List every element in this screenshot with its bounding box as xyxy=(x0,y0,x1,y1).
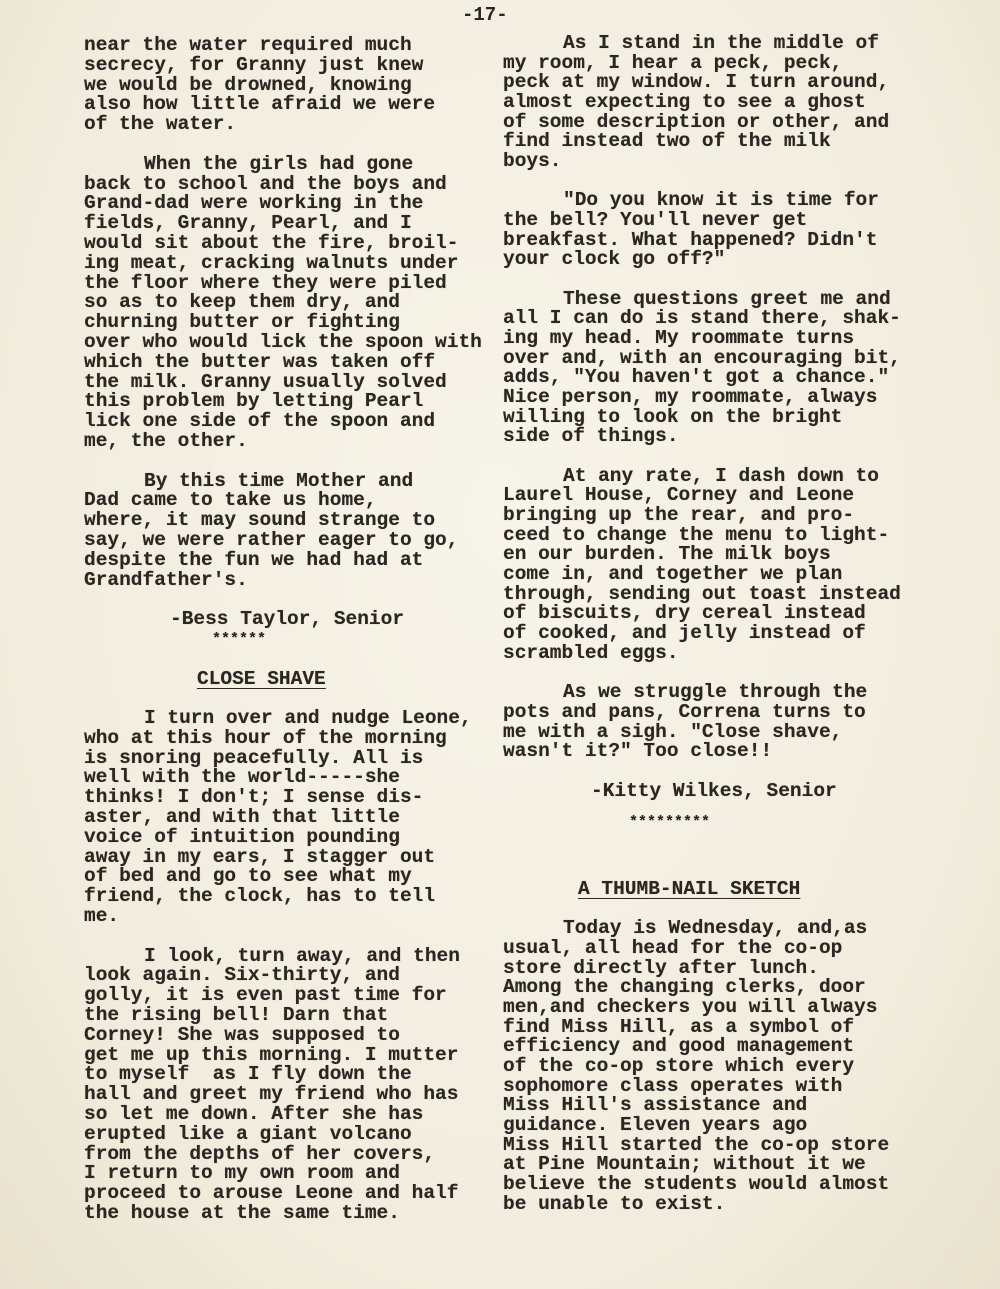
line-text: wasn't it?" Too close!! xyxy=(503,740,773,763)
line-text: of biscuits, dry cereal instead xyxy=(503,602,866,625)
line-text: Corney! She was supposed to xyxy=(84,1023,400,1046)
line-text: usual, all head for the co-op xyxy=(503,936,843,959)
line-text: "Do you know it is time for xyxy=(563,189,879,212)
line-text: -Kitty Wilkes, Senior xyxy=(591,779,837,802)
line-text: all I can do is stand there, shak- xyxy=(503,307,901,330)
line-text: These questions greet me and xyxy=(563,287,891,310)
line-text: is snoring peacefully. All is xyxy=(84,746,424,769)
line-text: ing meat, cracking walnuts under xyxy=(84,251,459,274)
line-text: which the butter was taken off xyxy=(84,350,436,373)
text-line xyxy=(503,132,943,152)
line-text: aster, and with that little xyxy=(84,806,400,829)
line-text: be unable to exist. xyxy=(503,1192,726,1215)
text-line xyxy=(84,115,524,135)
line-text: Dad came to take us home, xyxy=(84,489,377,512)
line-text: over and, with an encouraging bit, xyxy=(503,346,901,369)
line-text: the rising bell! Darn that xyxy=(84,1004,389,1027)
line-text: away in my ears, I stagger out xyxy=(84,845,436,868)
line-text: willing to look on the bright xyxy=(503,405,843,428)
text-line xyxy=(84,887,524,907)
line-text: erupted like a giant volcano xyxy=(84,1122,412,1145)
line-text: Nice person, my roommate, always xyxy=(503,386,878,409)
line-text: from the depths of her covers, xyxy=(84,1142,436,1165)
line-text: By this time Mother and xyxy=(144,469,414,492)
line-text: secrecy, for Granny just knew xyxy=(84,53,424,76)
line-text: I look, turn away, and then xyxy=(144,944,460,967)
line-text: say, we were rather eager to go, xyxy=(84,528,459,551)
text-line xyxy=(84,429,524,452)
line-text: of the co-op store which every xyxy=(503,1054,855,1077)
line-text: A THUMB-NAIL SKETCH xyxy=(578,877,801,900)
line-text: I return to my own room and xyxy=(84,1162,400,1185)
line-text: ********* xyxy=(629,813,711,831)
line-text: to myself as I fly down the xyxy=(84,1063,412,1086)
line-text: Grandfather's. xyxy=(84,568,248,591)
line-text: so as to keep them dry, and xyxy=(84,291,400,314)
article-heading xyxy=(503,877,943,900)
line-text: of some description or other, and xyxy=(503,110,890,133)
line-text: I turn over and nudge Leone, xyxy=(144,707,472,730)
line-text: the house at the same time. xyxy=(84,1202,400,1225)
text-line xyxy=(84,568,524,591)
line-text: friend, the clock, has to tell xyxy=(84,885,436,908)
line-text: Among the changing clerks, door xyxy=(503,976,866,999)
line-text: despite the fun we had had at xyxy=(84,548,424,571)
line-text: me with a sigh. "Close shave, xyxy=(503,720,843,743)
line-text: breakfast. What happened? Didn't xyxy=(503,228,878,251)
line-text: at Pine Mountain; without it we xyxy=(503,1153,866,1176)
text-line xyxy=(503,742,943,762)
line-text: where, it may sound strange to xyxy=(84,509,436,532)
line-text: Miss Hill's assistance and xyxy=(503,1094,808,1117)
line-text: store directly after lunch. xyxy=(503,956,819,979)
line-text: adds, "You haven't got a chance." xyxy=(503,366,890,389)
line-text: find Miss Hill, as a symbol of xyxy=(503,1015,855,1038)
line-text: boys. xyxy=(503,150,562,173)
line-text: As we struggle through the xyxy=(563,681,868,704)
line-text: bringing up the rear, and pro- xyxy=(503,504,855,527)
line-text: guidance. Eleven years ago xyxy=(503,1113,808,1136)
line-text: near the water required much xyxy=(84,34,412,56)
text-line xyxy=(503,250,943,270)
separator-stars xyxy=(84,630,524,650)
line-text: voice of intuition pounding xyxy=(84,825,400,848)
line-text: who at this hour of the morning xyxy=(84,726,447,749)
line-text: At any rate, I dash down to xyxy=(563,464,879,487)
byline xyxy=(503,779,943,802)
line-text: me, the other. xyxy=(84,429,248,452)
line-text: so let me down. After she has xyxy=(84,1103,424,1126)
line-text: of cooked, and jelly instead of xyxy=(503,622,866,645)
line-text: hall and greet my friend who has xyxy=(84,1083,459,1106)
line-text: almost expecting to see a ghost xyxy=(503,91,866,114)
line-text: ****** xyxy=(212,630,267,648)
line-text: men,and checkers you will always xyxy=(503,995,878,1018)
line-text: efficiency and good management xyxy=(503,1035,855,1058)
line-text: the milk. Granny usually solved xyxy=(84,370,447,393)
line-text: churning butter or fighting xyxy=(84,311,400,334)
line-text: of the water. xyxy=(84,113,237,136)
line-text: well with the world-----she xyxy=(84,766,400,789)
text-line xyxy=(503,1192,943,1215)
line-text: Today is Wednesday, and,as xyxy=(563,917,868,940)
line-text: thinks! I don't; I sense dis- xyxy=(84,786,424,809)
line-text: proceed to arouse Leone and half xyxy=(84,1182,459,1205)
line-text: ceed to change the menu to light- xyxy=(503,523,890,546)
separator-stars xyxy=(503,813,943,833)
line-text: the floor where they were piled xyxy=(84,271,447,294)
text-line xyxy=(503,427,943,447)
line-text: peck at my window. I turn around, xyxy=(503,71,890,94)
line-text: me. xyxy=(84,905,120,928)
line-text: golly, it is even past time for xyxy=(84,984,447,1007)
line-text: lick one side of the spoon and xyxy=(84,410,436,433)
line-text: CLOSE SHAVE xyxy=(197,667,326,690)
line-text: Miss Hill started the co-op store xyxy=(503,1133,890,1156)
text-line xyxy=(503,152,943,172)
line-text: sophomore class operates with xyxy=(503,1074,843,1097)
line-text: also how little afraid we were xyxy=(84,93,436,116)
line-text: Grand-dad were working in the xyxy=(84,192,424,215)
line-text: Laurel House, Corney and Leone xyxy=(503,484,855,507)
line-text: would sit about the fire, broil- xyxy=(84,231,459,254)
line-text: en our burden. The milk boys xyxy=(503,543,831,566)
byline xyxy=(84,610,524,630)
line-text: side of things. xyxy=(503,425,679,448)
line-text: pots and pans, Correna turns to xyxy=(503,700,866,723)
blank-line xyxy=(503,841,943,861)
line-text: -Bess Taylor, Senior xyxy=(170,608,405,631)
line-text: fields, Granny, Pearl, and I xyxy=(84,212,412,235)
line-text: we would be drowned, knowing xyxy=(84,73,412,96)
line-text: your clock go off?" xyxy=(503,248,726,271)
line-text: my room, I hear a peck, peck, xyxy=(503,51,843,74)
line-text: come in, and together we plan xyxy=(503,563,843,586)
line-text: find instead two of the milk xyxy=(503,130,831,153)
line-text: over who would lick the spoon with xyxy=(84,330,482,353)
line-text: this problem by letting Pearl xyxy=(84,390,424,413)
text-line xyxy=(84,907,524,927)
line-text: through, sending out toast instead xyxy=(503,582,901,605)
text-line xyxy=(503,641,943,664)
line-text: back to school and the boys and xyxy=(84,172,447,195)
line-text: believe the students would almost xyxy=(503,1172,890,1195)
line-text: scrambled eggs. xyxy=(503,641,679,664)
line-text: the bell? You'll never get xyxy=(503,209,808,232)
right-column xyxy=(503,34,943,1214)
line-text: When the girls had gone xyxy=(144,152,414,175)
text-line xyxy=(84,1204,524,1224)
article-heading xyxy=(84,667,524,690)
line-text: of bed and go to see what my xyxy=(84,865,412,888)
line-text: look again. Six-thirty, and xyxy=(84,964,400,987)
page-number: -17- xyxy=(462,4,508,26)
left-column xyxy=(84,36,524,1224)
line-text: get me up this morning. I mutter xyxy=(84,1043,459,1066)
line-text: ing my head. My roommate turns xyxy=(503,327,855,350)
line-text: As I stand in the middle of xyxy=(563,32,879,54)
